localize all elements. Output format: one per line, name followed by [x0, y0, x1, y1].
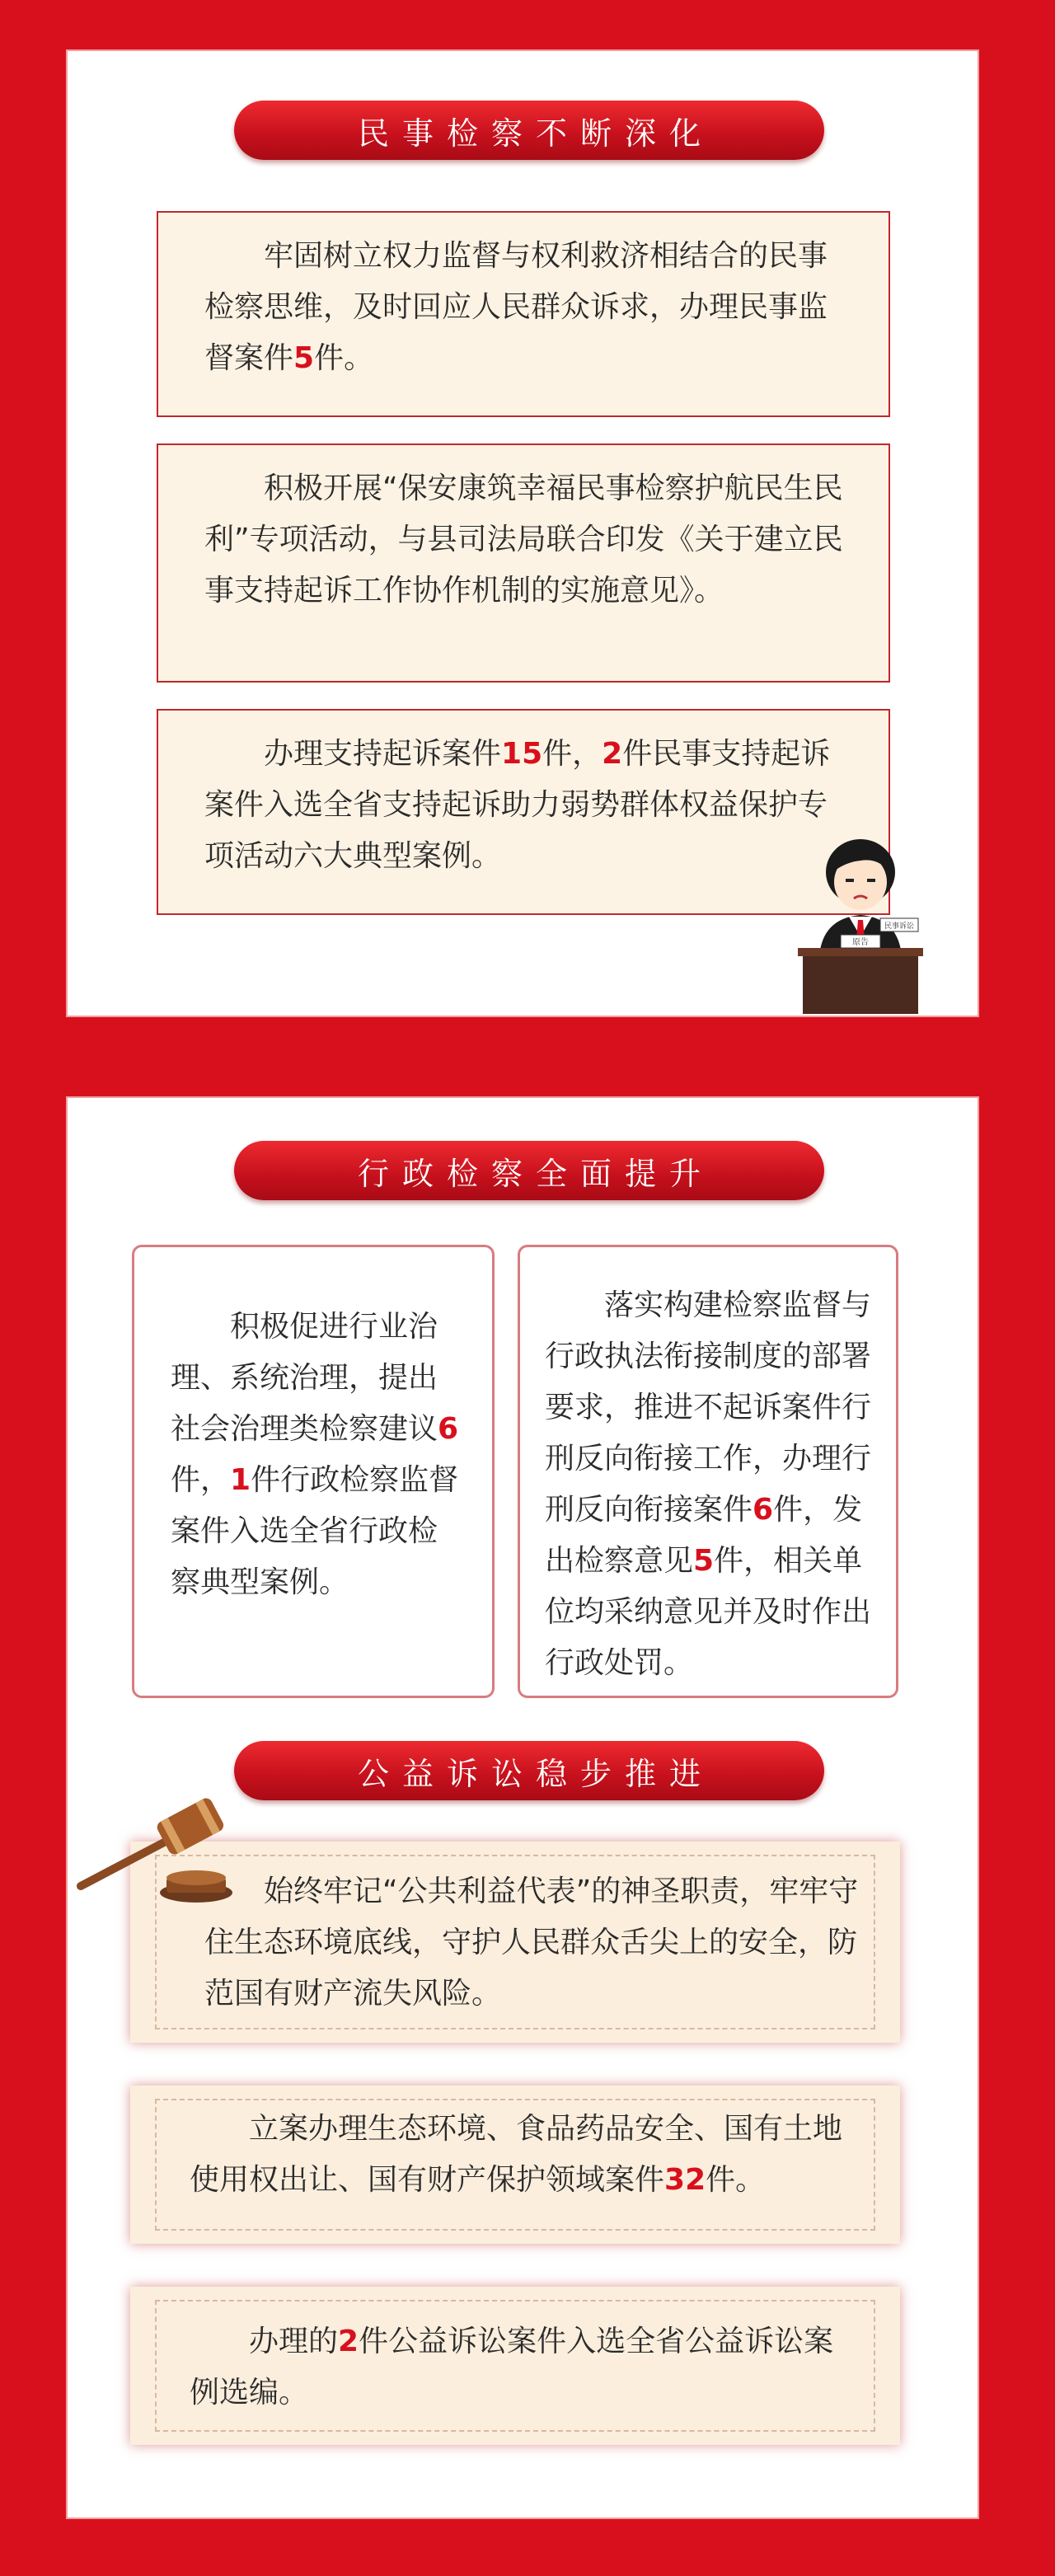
plaintiff-sign-text: 民事诉讼 — [884, 922, 915, 931]
civil-text-box-1: 牢固树立权力监督与权利救济相结合的民事检察思维，及时回应人民群众诉求，办理民事监督案件5件。 — [157, 211, 890, 417]
civil-text-box-3: 办理支持起诉案件15件，2件民事支持起诉案件入选全省支持起诉助力弱势群体权益保护专项活动六大典型案例。 — [157, 709, 890, 915]
administrative-text-box-left: 积极促进行业治理、系统治理，提出社会治理类检察建议6件，1件行政检察监督案件入选全省行政检察典型案例。 — [132, 1245, 495, 1698]
section-title-public-interest: 公益诉讼稳步推进 — [234, 1741, 824, 1800]
plaintiff-label-text: 原告 — [852, 938, 869, 947]
public-interest-text-box-3: 办理的2件公益诉讼案件入选全省公益诉讼案例选编。 — [130, 2287, 900, 2445]
public-interest-text-box-1: 始终牢记“公共利益代表”的神圣职责，牢牢守住生态环境底线，守护人民群众舌尖上的安全，防范国有财产流失风险。 — [130, 1842, 900, 2043]
plaintiff-figure-icon — [795, 833, 926, 1014]
civil-text-box-2: 积极开展“保安康筑幸福民事检察护航民生民利”专项活动，与县司法局联合印发《关于建立民事支持起诉工作协作机制的实施意见》。 — [157, 443, 890, 683]
section-title-civil: 民事检察不断深化 — [234, 101, 824, 160]
administrative-text-box-right: 落实构建检察监督与行政执法衔接制度的部署要求，推进不起诉案件行刑反向衔接工作，办理行刑反向衔接案件6件，发出检察意见5件，相关单位均采纳意见并及时作出行政处罚。 — [518, 1245, 898, 1698]
section-title-administrative: 行政检察全面提升 — [234, 1141, 824, 1200]
public-interest-text-box-2: 立案办理生态环境、食品药品安全、国有土地使用权出让、国有财产保护领域案件32件。 — [130, 2086, 900, 2244]
gavel-icon — [73, 1787, 237, 1911]
